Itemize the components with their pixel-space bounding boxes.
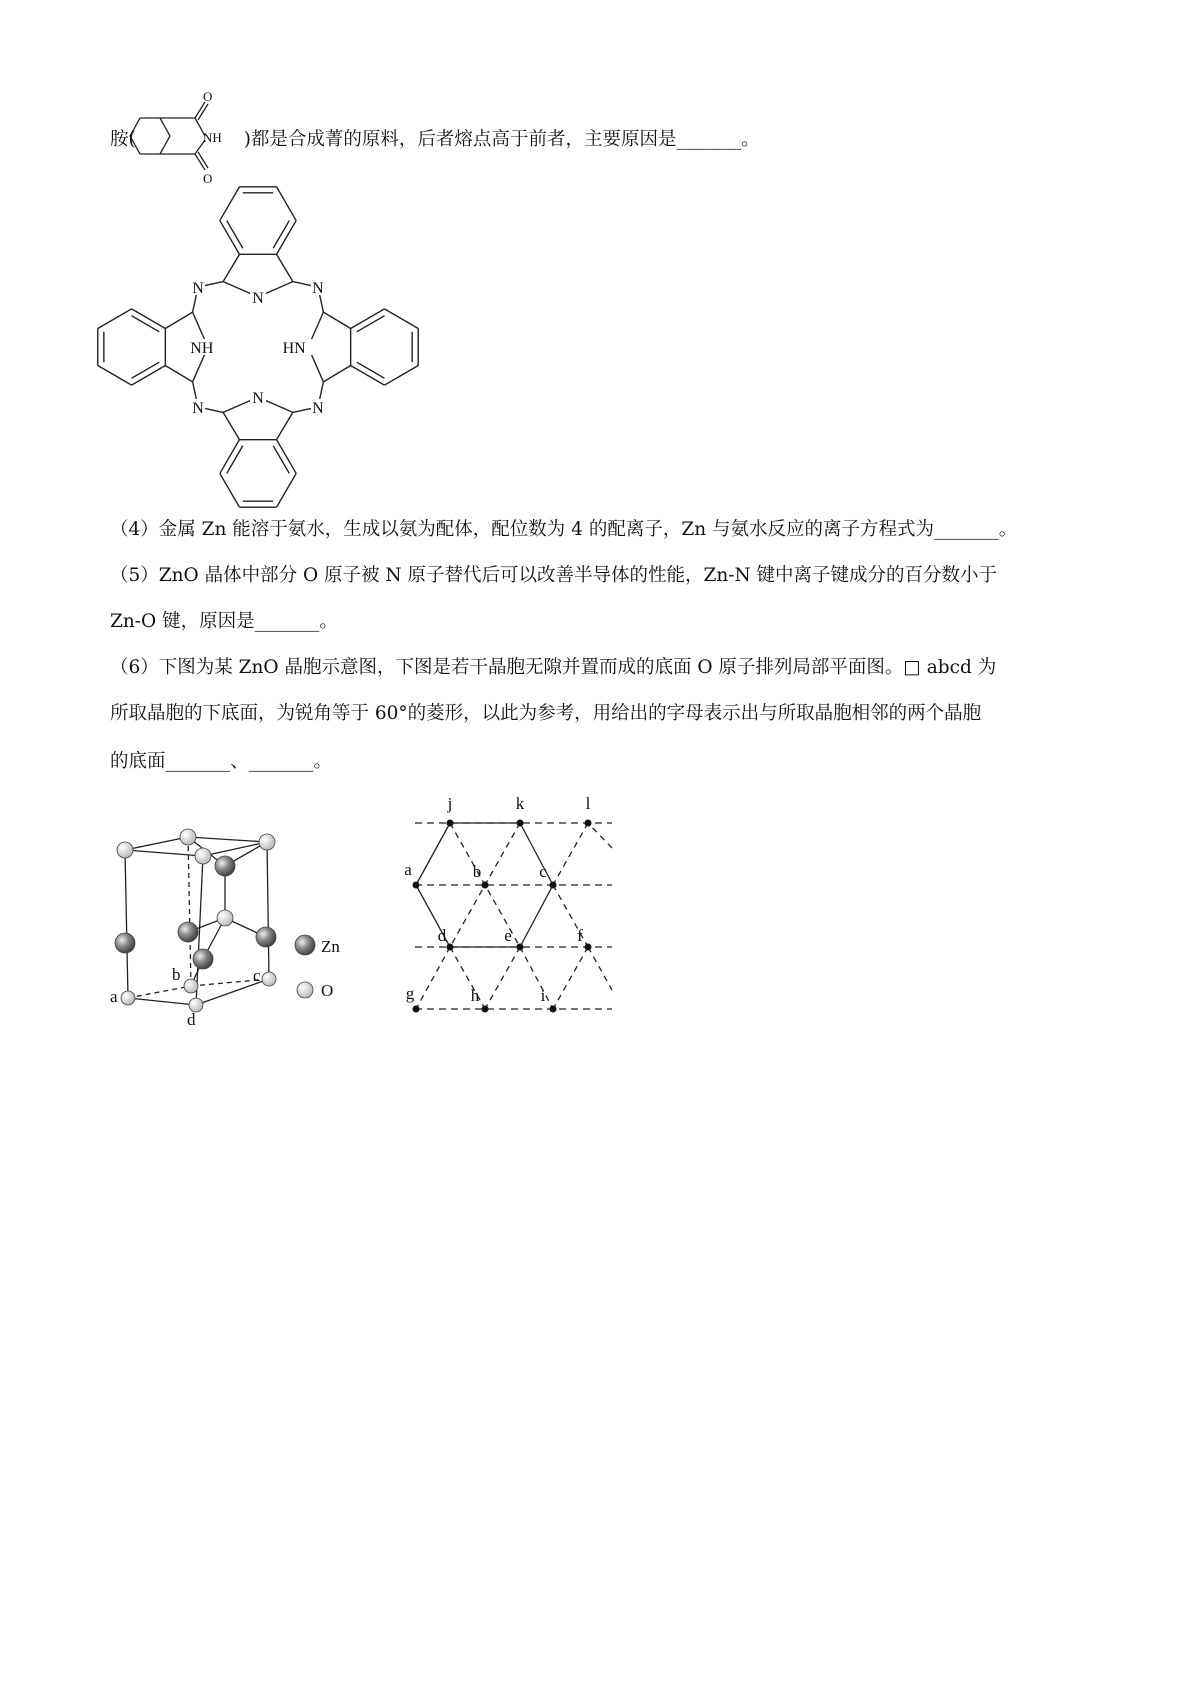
cell-label-a: a xyxy=(110,987,118,1006)
legend-zn-label: Zn xyxy=(321,937,340,956)
line1-prefix: 胺( xyxy=(110,129,136,150)
o-atom-point xyxy=(585,820,592,827)
o-atom-lattice-plane xyxy=(404,794,612,1013)
dashed-diagonal xyxy=(520,947,553,1009)
o-atom-point xyxy=(517,820,524,827)
o-atom-point xyxy=(585,944,592,951)
nh-label: NH xyxy=(190,340,214,357)
lattice-label-a: a xyxy=(404,860,412,879)
part5-text-2: Zn-O 键，原因是_______。 xyxy=(110,611,338,632)
o-atom-point xyxy=(482,1006,489,1013)
dashed-diagonal xyxy=(485,947,520,1009)
lattice-label-i: i xyxy=(540,986,546,1005)
o-atom-point xyxy=(413,1006,420,1013)
part6-text-1: （6）下图为某 ZnO 晶胞示意图，下图是若干晶胞无隙并置而成的底面 O 原子排列局部平面图。□ abcd 为 xyxy=(110,657,997,678)
nh-label: HN xyxy=(282,340,306,357)
zn-legend-icon xyxy=(295,935,315,955)
lattice-label-g: g xyxy=(405,984,415,1003)
o-legend-icon xyxy=(297,982,313,998)
lattice-label-h: h xyxy=(470,986,480,1005)
meso-n-label: N xyxy=(192,280,204,298)
hexagon-edge xyxy=(520,823,553,885)
n-label: N xyxy=(252,390,264,408)
lattice-label-d: d xyxy=(437,926,447,945)
phthalimide-o-bottom: O xyxy=(203,171,213,186)
line1-suffix: )都是合成菁的原料，后者熔点高于前者，主要原因是_______。 xyxy=(243,129,760,150)
cell-label-b: b xyxy=(172,965,181,984)
o-atom-point xyxy=(550,882,557,889)
hexagon-edge xyxy=(416,823,450,885)
legend-o-label: O xyxy=(321,981,334,1000)
o-atom-point xyxy=(447,944,454,951)
lattice-label-e: e xyxy=(504,926,512,945)
dashed-diagonal xyxy=(416,947,450,1009)
cell-label-c: c xyxy=(253,966,261,985)
meso-n-label: N xyxy=(312,399,324,417)
dashed-diagonal xyxy=(553,947,588,1009)
hexagon-edge xyxy=(520,885,553,947)
o-atom-point xyxy=(550,1006,557,1013)
part5-text-1: （5）ZnO 晶体中部分 O 原子被 N 原子替代后可以改善半导体的性能，Zn-N 键中离子键成分的百分数小于 xyxy=(110,565,998,586)
o-atom-point xyxy=(482,882,489,889)
lattice-label-b: b xyxy=(472,862,482,881)
dashed-diagonal xyxy=(588,823,612,848)
o-atom-point xyxy=(447,820,454,827)
part6-text-2: 所取晶胞的下底面，为锐角等于 60°的菱形，以此为参考，用给出的字母表示出与所取晶胞相邻的两个晶胞 xyxy=(110,703,982,724)
cell-label-d: d xyxy=(187,1010,196,1029)
lattice-label-j: j xyxy=(447,794,453,813)
lattice-label-l: l xyxy=(585,794,591,813)
meso-n-label: N xyxy=(192,399,204,417)
o-atom-point xyxy=(413,882,420,889)
n-label: N xyxy=(252,289,264,307)
dashed-diagonal xyxy=(588,947,612,990)
dashed-diagonal xyxy=(450,947,485,1009)
lattice-label-c: c xyxy=(539,862,547,881)
meso-n-label: N xyxy=(312,280,324,298)
part6-text-3: 的底面_______、_______。 xyxy=(110,751,333,772)
o-atom-point xyxy=(517,944,524,951)
phthalocyanine-structure xyxy=(98,187,418,507)
part4-text: （4）金属 Zn 能溶于氨水，生成以氨为配体，配位数为 4 的配离子，Zn 与氨水反应的离子方程式为_______。 xyxy=(110,519,1018,540)
lattice-label-k: k xyxy=(515,794,525,813)
zno-unit-cell xyxy=(110,829,340,1029)
dashed-diagonal xyxy=(553,823,588,885)
phthalimide-structure xyxy=(130,89,222,186)
lattice-label-f: f xyxy=(577,926,583,945)
phthalimide-nh: NH xyxy=(203,130,222,145)
phthalimide-o-top: O xyxy=(203,89,213,104)
